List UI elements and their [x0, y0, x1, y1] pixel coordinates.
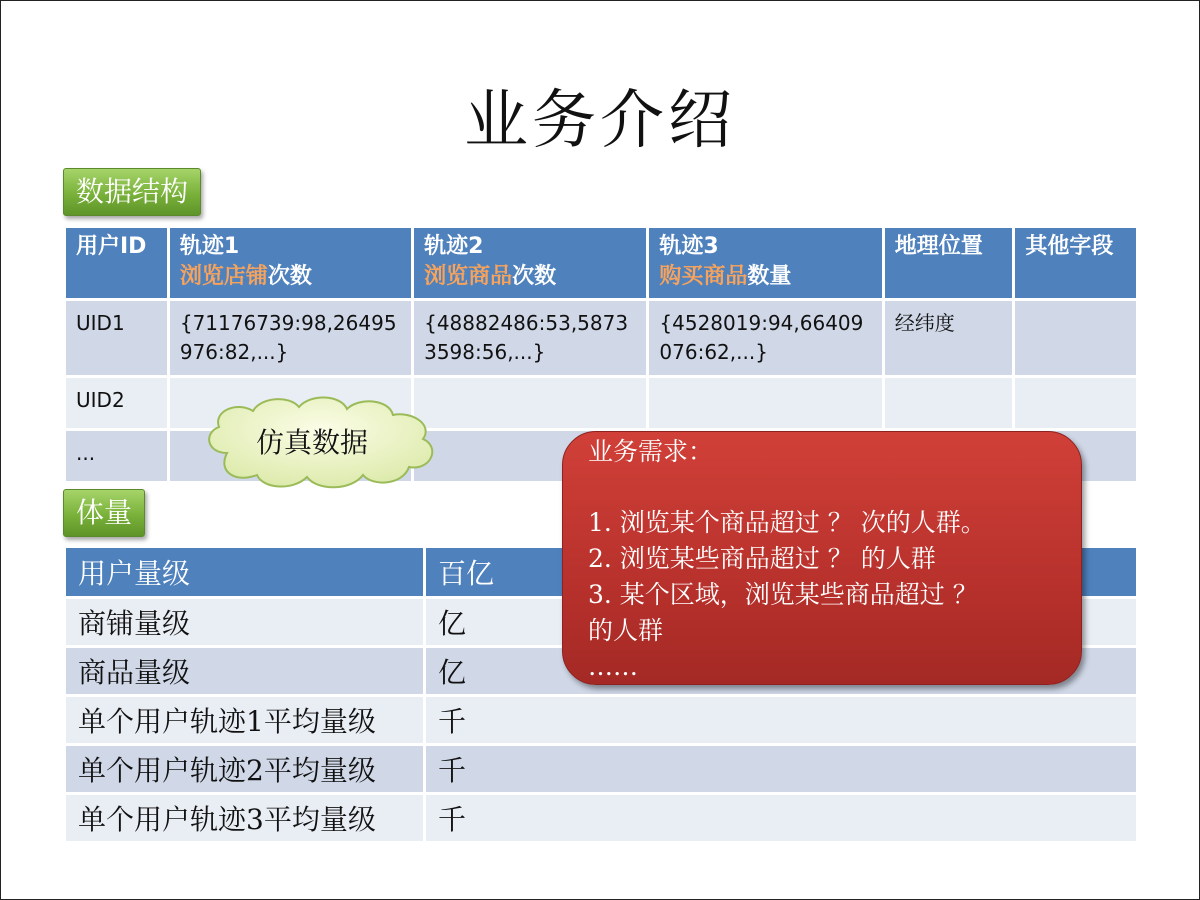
volume-cell-name: 商品量级 [65, 647, 425, 696]
header-track1-suffix: 次数 [267, 264, 312, 289]
header-track1-highlight: 浏览店铺 [179, 264, 268, 289]
table-header-row [65, 227, 1138, 300]
slide-title: 业务介绍 [464, 84, 736, 158]
cell-geo: 经纬度 [883, 300, 1014, 377]
header-track2-highlight: 浏览商品 [424, 264, 513, 289]
header-geo: 地理位置 [883, 227, 1014, 300]
requirement-item: 2. 浏览某些商品超过 ？ 的人群 [588, 544, 936, 573]
header-track3-highlight: 购买商品 [659, 264, 748, 289]
cell-other [1014, 377, 1138, 430]
cell-uid: UID2 [65, 377, 169, 430]
cell-uid: UID1 [65, 300, 169, 377]
volume-cell-value: 千 [425, 745, 1138, 794]
header-track3 [648, 227, 883, 300]
cell-uid: ... [65, 430, 169, 483]
volume-header-name: 用户量级 [65, 547, 425, 598]
requirement-item: 1. 浏览某个商品超过 ？ 次的人群。 [588, 508, 986, 537]
requirement-item: 的人群 [588, 616, 664, 645]
header-track3-suffix: 数量 [747, 264, 792, 289]
cell-geo [883, 377, 1014, 430]
volume-cell-value: 千 [425, 794, 1138, 843]
table-row [65, 745, 1138, 794]
volume-tag: 体量 [63, 489, 145, 537]
cell-track1: {71176739:98,26495976:82,...} [168, 300, 412, 377]
header-track1-title: 轨迹1 [179, 234, 240, 259]
table-row [65, 696, 1138, 745]
requirements-heading: 业务需求： [588, 437, 714, 466]
volume-cell-name: 单个用户轨迹2平均量级 [65, 745, 425, 794]
cell-track2 [413, 377, 648, 430]
volume-cell-name: 单个用户轨迹1平均量级 [65, 696, 425, 745]
cell-track2: {48882486:53,58733598:56,...} [413, 300, 648, 377]
cell-track3: {4528019:94,66409076:62,...} [648, 300, 883, 377]
header-track2-suffix: 次数 [512, 264, 557, 289]
requirement-item: 3. 某个区域，浏览某些商品超过 ？ [588, 580, 978, 609]
volume-cell-name: 商铺量级 [65, 598, 425, 647]
header-track3-title: 轨迹3 [659, 234, 719, 259]
requirement-ellipsis: …… [588, 652, 638, 681]
volume-cell-value: 亿 [425, 598, 1138, 647]
data-structure-tag: 数据结构 [63, 168, 201, 216]
volume-cell-value: 千 [425, 696, 1138, 745]
volume-header-value: 百亿 [425, 547, 1138, 598]
cell-track3 [648, 377, 883, 430]
header-track3-desc [659, 262, 871, 292]
header-track1 [168, 227, 412, 300]
header-other: 其他字段 [1014, 227, 1138, 300]
header-user-id: 用户ID [65, 227, 169, 300]
header-track1-desc [180, 262, 401, 292]
volume-cell-name: 单个用户轨迹3平均量级 [65, 794, 425, 843]
header-track2-title: 轨迹2 [424, 234, 484, 259]
header-track2-desc [424, 262, 636, 292]
table-row [65, 300, 1138, 377]
volume-cell-value: 亿 [425, 647, 1138, 696]
table-row [65, 794, 1138, 843]
header-track2 [413, 227, 648, 300]
requirements-box [562, 431, 1082, 685]
cloud-label: 仿真数据 [255, 426, 368, 459]
cell-other [1014, 300, 1138, 377]
